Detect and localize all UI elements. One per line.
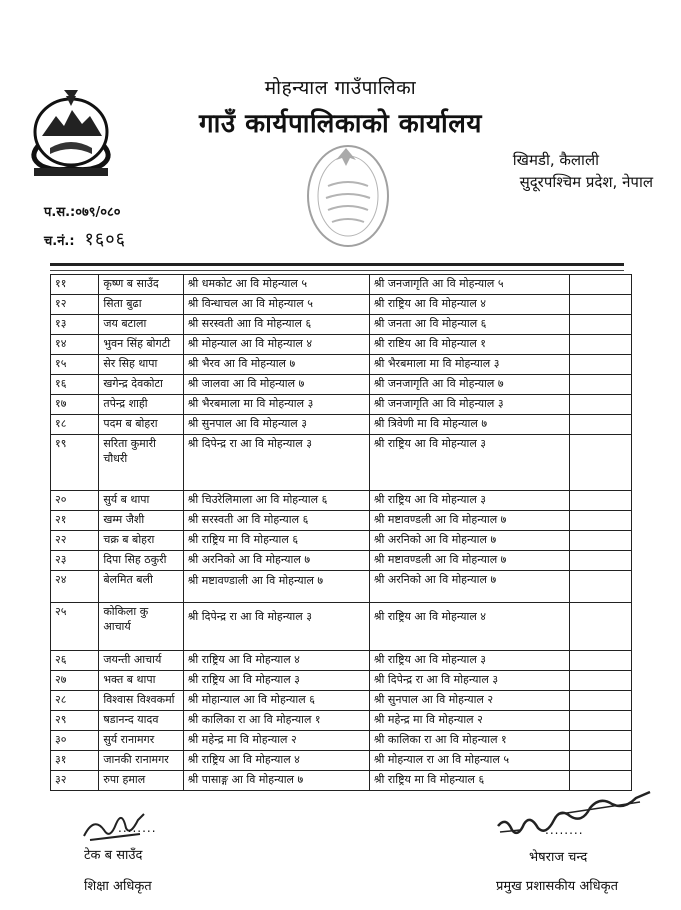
signatory-right-name: भेषराज चन्द	[529, 850, 588, 865]
remarks-cell	[570, 491, 632, 511]
remarks-cell	[570, 375, 632, 395]
to-school: श्री दिपेन्द्र रा आ वि मोहन्याल ३	[369, 671, 570, 691]
letter-number: प.स.:०७९/०८०	[44, 205, 121, 220]
row-number: १३	[51, 315, 99, 335]
to-school: श्री मष्टावण्डली आ वि मोहन्याल ७	[369, 511, 570, 531]
from-school: श्री पासाङ्ग आ वि मोहन्याल ७	[183, 771, 369, 791]
from-school: श्री मोहान्याल आ वि मोहन्याल ६	[183, 691, 369, 711]
transfer-table-body	[51, 275, 632, 791]
row-number: २०	[51, 491, 99, 511]
to-school: श्री जनता आ वि मोहन्याल ६	[369, 315, 570, 335]
table-row	[51, 415, 632, 435]
row-number: १२	[51, 295, 99, 315]
remarks-cell	[570, 531, 632, 551]
signatory-left-title: शिक्षा अधिकृत	[84, 879, 152, 894]
teacher-name: कृष्ण ब साउँद	[99, 275, 183, 295]
from-school: श्री जालवा आ वि मोहन्याल ७	[183, 375, 369, 395]
to-school: श्री अरनिको आ वि मोहन्याल ७	[369, 571, 570, 603]
from-school: श्री सरस्वती आा वि मोहन्याल ६	[183, 315, 369, 335]
row-number: १७	[51, 395, 99, 415]
row-number: २६	[51, 651, 99, 671]
table-row	[51, 435, 632, 491]
signatory-right-title: प्रमुख प्रशासकीय अधिकृत	[496, 879, 619, 894]
row-number: २५	[51, 603, 99, 651]
teacher-name: सरिता कुमारी चौधरी	[99, 435, 183, 491]
remarks-cell	[570, 435, 632, 491]
header-divider-thin	[50, 270, 624, 271]
dispatch-number-label: च.नं.:	[44, 234, 75, 249]
table-row	[51, 751, 632, 771]
remarks-cell	[570, 731, 632, 751]
header-divider	[50, 263, 624, 266]
to-school: श्री राष्ट्रिय आ वि मोहन्याल ३	[369, 435, 570, 491]
table-row	[51, 691, 632, 711]
row-number: १९	[51, 435, 99, 491]
teacher-name: षडानन्द यादव	[99, 711, 183, 731]
table-row	[51, 355, 632, 375]
office-title: गाउँ कार्यपालिकाको कार्यालय	[199, 109, 482, 139]
to-school: श्री भैरबमाला मा वि मोहन्याल ३	[369, 355, 570, 375]
teacher-name: जानकी रानामगर	[99, 751, 183, 771]
signature-left-line: ........	[118, 821, 157, 835]
table-row	[51, 651, 632, 671]
row-number: ११	[51, 275, 99, 295]
row-number: २४	[51, 571, 99, 603]
to-school: श्री कालिका रा आ वि मोहन्याल १	[369, 731, 570, 751]
from-school: श्री महेन्द्र मा वि मोहन्याल २	[183, 731, 369, 751]
row-number: १८	[51, 415, 99, 435]
to-school: श्री मष्टावण्डली आ वि मोहन्याल ७	[369, 551, 570, 571]
teacher-name: जय बटाला	[99, 315, 183, 335]
from-school: श्री चिउरेलिमाला आ वि मोहन्याल ६	[183, 491, 369, 511]
row-number: २८	[51, 691, 99, 711]
row-number: २३	[51, 551, 99, 571]
dispatch-number	[44, 227, 126, 251]
remarks-cell	[570, 711, 632, 731]
to-school: श्री राष्ट्रिय आ वि मोहन्याल ३	[369, 651, 570, 671]
row-number: १५	[51, 355, 99, 375]
table-row	[51, 491, 632, 511]
row-number: ३०	[51, 731, 99, 751]
table-row	[51, 275, 632, 295]
from-school: श्री मोहन्याल आ वि मोहन्याल ४	[183, 335, 369, 355]
remarks-cell	[570, 395, 632, 415]
signature-right-line: ........	[545, 823, 584, 837]
to-school: श्री जनजागृति आ वि मोहन्याल ७	[369, 375, 570, 395]
from-school: श्री भैरबमाला मा वि मोहन्याल ३	[183, 395, 369, 415]
teacher-name: खगेन्द्र देवकोटा	[99, 375, 183, 395]
remarks-cell	[570, 275, 632, 295]
from-school: श्री अरनिको आ वि मोहन्याल ७	[183, 551, 369, 571]
to-school: श्री त्रिवेणी मा वि मोहन्याल ७	[369, 415, 570, 435]
table-row	[51, 603, 632, 651]
to-school: श्री अरनिको आ वि मोहन्याल ७	[369, 531, 570, 551]
row-number: १६	[51, 375, 99, 395]
to-school: श्री सुनपाल आ वि मोहन्याल २	[369, 691, 570, 711]
table-row	[51, 335, 632, 355]
teacher-name: पदम ब बोहरा	[99, 415, 183, 435]
from-school: श्री राष्ट्रिय आ वि मोहन्याल ४	[183, 651, 369, 671]
table-row	[51, 395, 632, 415]
to-school: श्री मोहन्याल रा आ वि मोहन्याल ५	[369, 751, 570, 771]
to-school: श्री जनजागृति आ वि मोहन्याल ३	[369, 395, 570, 415]
dispatch-number-value: १६०६	[84, 229, 126, 250]
to-school: श्री राष्ट्रिय आ वि मोहन्याल ४	[369, 295, 570, 315]
table-row	[51, 375, 632, 395]
teacher-name: रुपा हमाल	[99, 771, 183, 791]
remarks-cell	[570, 511, 632, 531]
remarks-cell	[570, 315, 632, 335]
address-line-1: खिमडी, कैलाली	[512, 151, 599, 169]
row-number: ३१	[51, 751, 99, 771]
table-row	[51, 315, 632, 335]
from-school: श्री राष्ट्रिय मा वि मोहन्याल ६	[183, 531, 369, 551]
transfer-table	[50, 274, 632, 791]
table-row	[51, 551, 632, 571]
table-row	[51, 671, 632, 691]
signatory-left-name: टेक ब साउँद	[84, 848, 143, 863]
remarks-cell	[570, 671, 632, 691]
teacher-name: सेर सिह थापा	[99, 355, 183, 375]
to-school: श्री राष्टिय आ वि मोहन्याल १	[369, 335, 570, 355]
from-school: श्री दिपेन्द्र रा आ वि मोहन्याल ३	[183, 435, 369, 491]
teacher-name: भक्त ब थापा	[99, 671, 183, 691]
teacher-name: जयन्ती आचार्य	[99, 651, 183, 671]
remarks-cell	[570, 751, 632, 771]
table-row	[51, 731, 632, 751]
signature-right-icon	[490, 786, 658, 846]
from-school: श्री दिपेन्द्र रा आ वि मोहन्याल ३	[183, 603, 369, 651]
teacher-name: भुवन सिंह बोगटी	[99, 335, 183, 355]
remarks-cell	[570, 355, 632, 375]
from-school: श्री सुनपाल आ वि मोहन्याल ३	[183, 415, 369, 435]
remarks-cell	[570, 603, 632, 651]
table-row	[51, 531, 632, 551]
teacher-name: दिपा सिह ठकुरी	[99, 551, 183, 571]
teacher-name: सुर्य रानामगर	[99, 731, 183, 751]
from-school: श्री मष्टावण्डाली आ वि मोहन्याल ७	[183, 571, 369, 603]
remarks-cell	[570, 691, 632, 711]
from-school: श्री सरस्वती आ वि मोहन्याल ६	[183, 511, 369, 531]
row-number: ३२	[51, 771, 99, 791]
municipality-name: मोहन्याल गाउँपालिका	[264, 77, 417, 99]
row-number: २१	[51, 511, 99, 531]
teacher-name: सुर्य ब थापा	[99, 491, 183, 511]
remarks-cell	[570, 295, 632, 315]
table-row	[51, 511, 632, 531]
from-school: श्री राष्ट्रिय आ वि मोहन्याल ४	[183, 751, 369, 771]
remarks-cell	[570, 415, 632, 435]
to-school: श्री जनजागृति आ वि मोहन्याल ५	[369, 275, 570, 295]
to-school: श्री राष्ट्रिय आ वि मोहन्याल ३	[369, 491, 570, 511]
remarks-cell	[570, 551, 632, 571]
row-number: २७	[51, 671, 99, 691]
teacher-name: विश्वास विश्वकर्मा	[99, 691, 183, 711]
row-number: १४	[51, 335, 99, 355]
from-school: श्री राष्ट्रिय आ वि मोहन्याल ३	[183, 671, 369, 691]
to-school: श्री राष्ट्रिय मा वि मोहन्याल ६	[369, 771, 570, 791]
teacher-name: चक्र ब बोहरा	[99, 531, 183, 551]
table-row	[51, 295, 632, 315]
to-school: श्री महेन्द्र मा वि मोहन्याल २	[369, 711, 570, 731]
table-row	[51, 571, 632, 603]
row-number: २९	[51, 711, 99, 731]
teacher-name: खम्म जैशी	[99, 511, 183, 531]
from-school: श्री विन्धाचल आ वि मोहन्याल ५	[183, 295, 369, 315]
from-school: श्री धमकोट आ वि मोहन्याल ५	[183, 275, 369, 295]
remarks-cell	[570, 335, 632, 355]
teacher-name: सिता बुढा	[99, 295, 183, 315]
row-number: २२	[51, 531, 99, 551]
teacher-name: बेलमित बली	[99, 571, 183, 603]
office-stamp-icon	[302, 138, 394, 258]
teacher-name: कोकिला कु आचार्य	[99, 603, 183, 651]
remarks-cell	[570, 651, 632, 671]
teacher-name: तपेन्द्र शाही	[99, 395, 183, 415]
from-school: श्री भैरव आ वि मोहन्याल ७	[183, 355, 369, 375]
address-line-2: सुदूरपश्चिम प्रदेश, नेपाल	[519, 173, 653, 191]
to-school: श्री राष्ट्रिय आ वि मोहन्याल ४	[369, 603, 570, 651]
from-school: श्री कालिका रा आ वि मोहन्याल १	[183, 711, 369, 731]
table-row	[51, 711, 632, 731]
remarks-cell	[570, 571, 632, 603]
